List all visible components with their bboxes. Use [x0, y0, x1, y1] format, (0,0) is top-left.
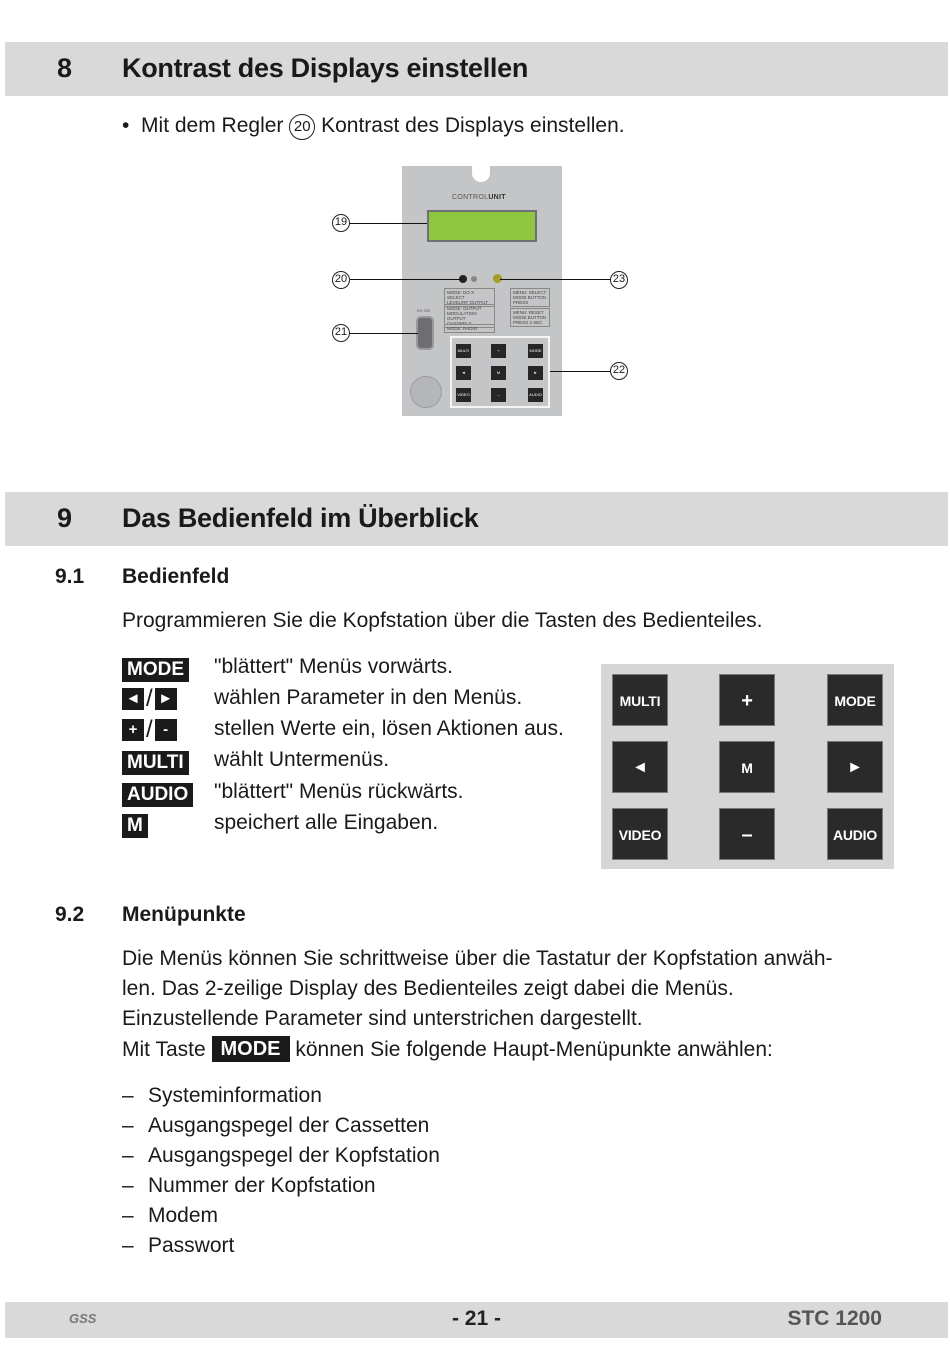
key-m: M: [491, 366, 506, 380]
key-left: ◄: [456, 366, 471, 380]
mode-line-text: Mit Taste: [122, 1038, 206, 1061]
key-minus: –: [491, 388, 506, 402]
label-line: MODULATION OUTPUT: [447, 311, 477, 321]
logo-light: CONTROL: [452, 194, 489, 201]
section-8-header: [5, 42, 948, 96]
callout-line: [350, 333, 418, 334]
list-item: [122, 1084, 322, 1108]
paragraph-line: Einzustellende Parameter sind unterstrichen dargestellt.: [122, 1007, 643, 1030]
subsection-title: Menüpunkte: [122, 903, 246, 926]
callout-23: 23: [610, 271, 628, 289]
gss-logo: GSS: [69, 1311, 97, 1326]
mode-label: [444, 324, 495, 333]
label-line: MODE BUTTON: [513, 315, 547, 320]
port-label: RS 232: [417, 308, 431, 313]
panel-key-audio: AUDIO: [827, 808, 883, 860]
dash: –: [122, 1174, 134, 1197]
dash: –: [122, 1144, 134, 1167]
mounting-notch: [472, 166, 490, 182]
list-item-text: Systeminformation: [148, 1084, 322, 1107]
instruction-text: Mit dem Regler: [141, 114, 284, 137]
list-item: [122, 1114, 429, 1138]
page-number: - 21 -: [451, 1307, 501, 1330]
separator: /: [146, 685, 153, 712]
dash: –: [122, 1084, 134, 1107]
intro-paragraph: Programmieren Sie die Kopfstation über die Tasten des Bedienteiles.: [122, 609, 763, 632]
list-item-text: Ausgangspegel der Kopfstation: [148, 1144, 440, 1167]
section-9-header: [5, 492, 948, 546]
list-item: [122, 1144, 440, 1168]
keypad-panel: [601, 664, 894, 869]
rs232-port: [416, 316, 434, 350]
label-line: MODE: DO X SELECT: [447, 290, 475, 300]
list-item: [122, 1174, 376, 1198]
panel-key-m: M: [719, 741, 775, 793]
dash: –: [122, 1204, 134, 1227]
menu-label: [510, 288, 550, 307]
key-plus: +: [491, 344, 506, 358]
label-line: LEVEL/RF OUTPUT: [447, 300, 489, 305]
control-unit-figure: [402, 166, 562, 416]
keypad-area: [450, 336, 550, 408]
panel-key-mode: MODE: [827, 674, 883, 726]
page-footer: [5, 1302, 948, 1338]
mode-badge: MODE: [212, 1036, 290, 1062]
callout-line: [350, 223, 427, 224]
dash: –: [122, 1114, 134, 1137]
model-name: STC 1200: [787, 1307, 882, 1330]
key-description: "blättert" Menüs vorwärts.: [214, 655, 453, 678]
key-right: ►: [528, 366, 543, 380]
label-line: MENU: SELECT: [513, 290, 547, 295]
key-description: speichert alle Eingaben.: [214, 811, 439, 834]
logo-bold: UNIT: [488, 194, 506, 201]
mode-paragraph: [122, 1035, 773, 1065]
section-title: Kontrast des Displays einstellen: [122, 53, 529, 83]
label-line: PRESS: [513, 300, 529, 305]
menu-label: [510, 308, 550, 327]
mode-line-text: können Sie folgende Haupt-Menüpunkte anwählen:: [295, 1038, 773, 1061]
paragraph-line: len. Das 2-zeilige Display des Bedienteiles zeigt dabei die Menüs.: [122, 977, 734, 1000]
key-legend-row: [122, 655, 453, 683]
mode-badge: MODE: [122, 658, 189, 682]
right-arrow-badge: ►: [155, 688, 177, 710]
list-item: [122, 1204, 218, 1228]
panel-key-right: ►: [827, 741, 883, 793]
lcd-display: [427, 210, 537, 242]
key-mode: MODE: [528, 344, 543, 358]
panel-key-minus: –: [719, 808, 775, 860]
callout-22: 22: [610, 362, 628, 380]
minus-badge: -: [155, 719, 177, 741]
panel-key-video: VIDEO: [612, 808, 668, 860]
panel-key-left: ◄: [612, 741, 668, 793]
left-arrow-badge: ◄: [122, 688, 144, 710]
key-video: VIDEO: [456, 388, 471, 402]
callout-line: [550, 371, 611, 372]
key-description: stellen Werte ein, lösen Aktionen aus.: [214, 717, 564, 740]
paragraph-line: Die Menüs können Sie schrittweise über die Tastatur der Kopfstation anwäh-: [122, 947, 833, 970]
list-item-text: Passwort: [148, 1234, 235, 1257]
key-legend-row: [122, 780, 464, 808]
subsection-title: Bedienfeld: [122, 565, 230, 588]
audio-badge: AUDIO: [122, 783, 193, 807]
separator: /: [146, 716, 153, 743]
label-line: MODE: OUTPUT: [447, 306, 482, 311]
dash: –: [122, 1234, 134, 1257]
section-number: 9: [57, 503, 73, 533]
key-audio: AUDIO: [528, 388, 543, 402]
callout-line: [350, 279, 462, 280]
list-item-text: Nummer der Kopfstation: [148, 1174, 376, 1197]
key-description: "blättert" Menüs rückwärts.: [214, 780, 464, 803]
multi-badge: MULTI: [122, 751, 189, 775]
callout-20: 20: [332, 271, 350, 289]
plus-badge: +: [122, 719, 144, 741]
list-item-text: Modem: [148, 1204, 219, 1227]
bullet: •: [122, 114, 130, 137]
panel-key-multi: MULTI: [612, 674, 668, 726]
callout-21: 21: [332, 324, 350, 342]
callout-line: [500, 279, 611, 280]
m-badge: M: [122, 814, 148, 838]
control-unit-logo: [452, 194, 506, 201]
label-line: MODE BUTTON: [513, 295, 547, 300]
callout-19: 19: [332, 214, 350, 232]
rotary-knob: [410, 376, 442, 408]
label-line: PRESS 2 SEC: [513, 320, 543, 325]
key-multi: MULTI: [456, 344, 471, 358]
panel-key-plus: +: [719, 674, 775, 726]
contrast-indicator: [471, 276, 477, 282]
reference-number: 20: [289, 114, 315, 140]
contrast-instruction: [122, 114, 625, 140]
key-description: wählen Parameter in den Menüs.: [214, 686, 523, 709]
key-legend-row: [122, 716, 564, 745]
key-description: wählt Untermenüs.: [214, 748, 390, 771]
label-line: MODE: RADIO: [447, 326, 478, 331]
instruction-text: Kontrast des Displays einstellen.: [321, 114, 625, 137]
subsection-number: 9.1: [55, 565, 85, 588]
section-title: Das Bedienfeld im Überblick: [122, 503, 479, 533]
key-legend-row: [122, 685, 523, 714]
section-number: 8: [57, 53, 73, 83]
key-legend-row: [122, 811, 439, 839]
label-line: CHANNELS: [447, 321, 472, 326]
list-item-text: Ausgangspegel der Cassetten: [148, 1114, 430, 1137]
subsection-number: 9.2: [55, 903, 85, 926]
key-legend-row: [122, 748, 390, 776]
list-item: [122, 1234, 234, 1258]
label-line: MENU: RESET: [513, 310, 544, 315]
